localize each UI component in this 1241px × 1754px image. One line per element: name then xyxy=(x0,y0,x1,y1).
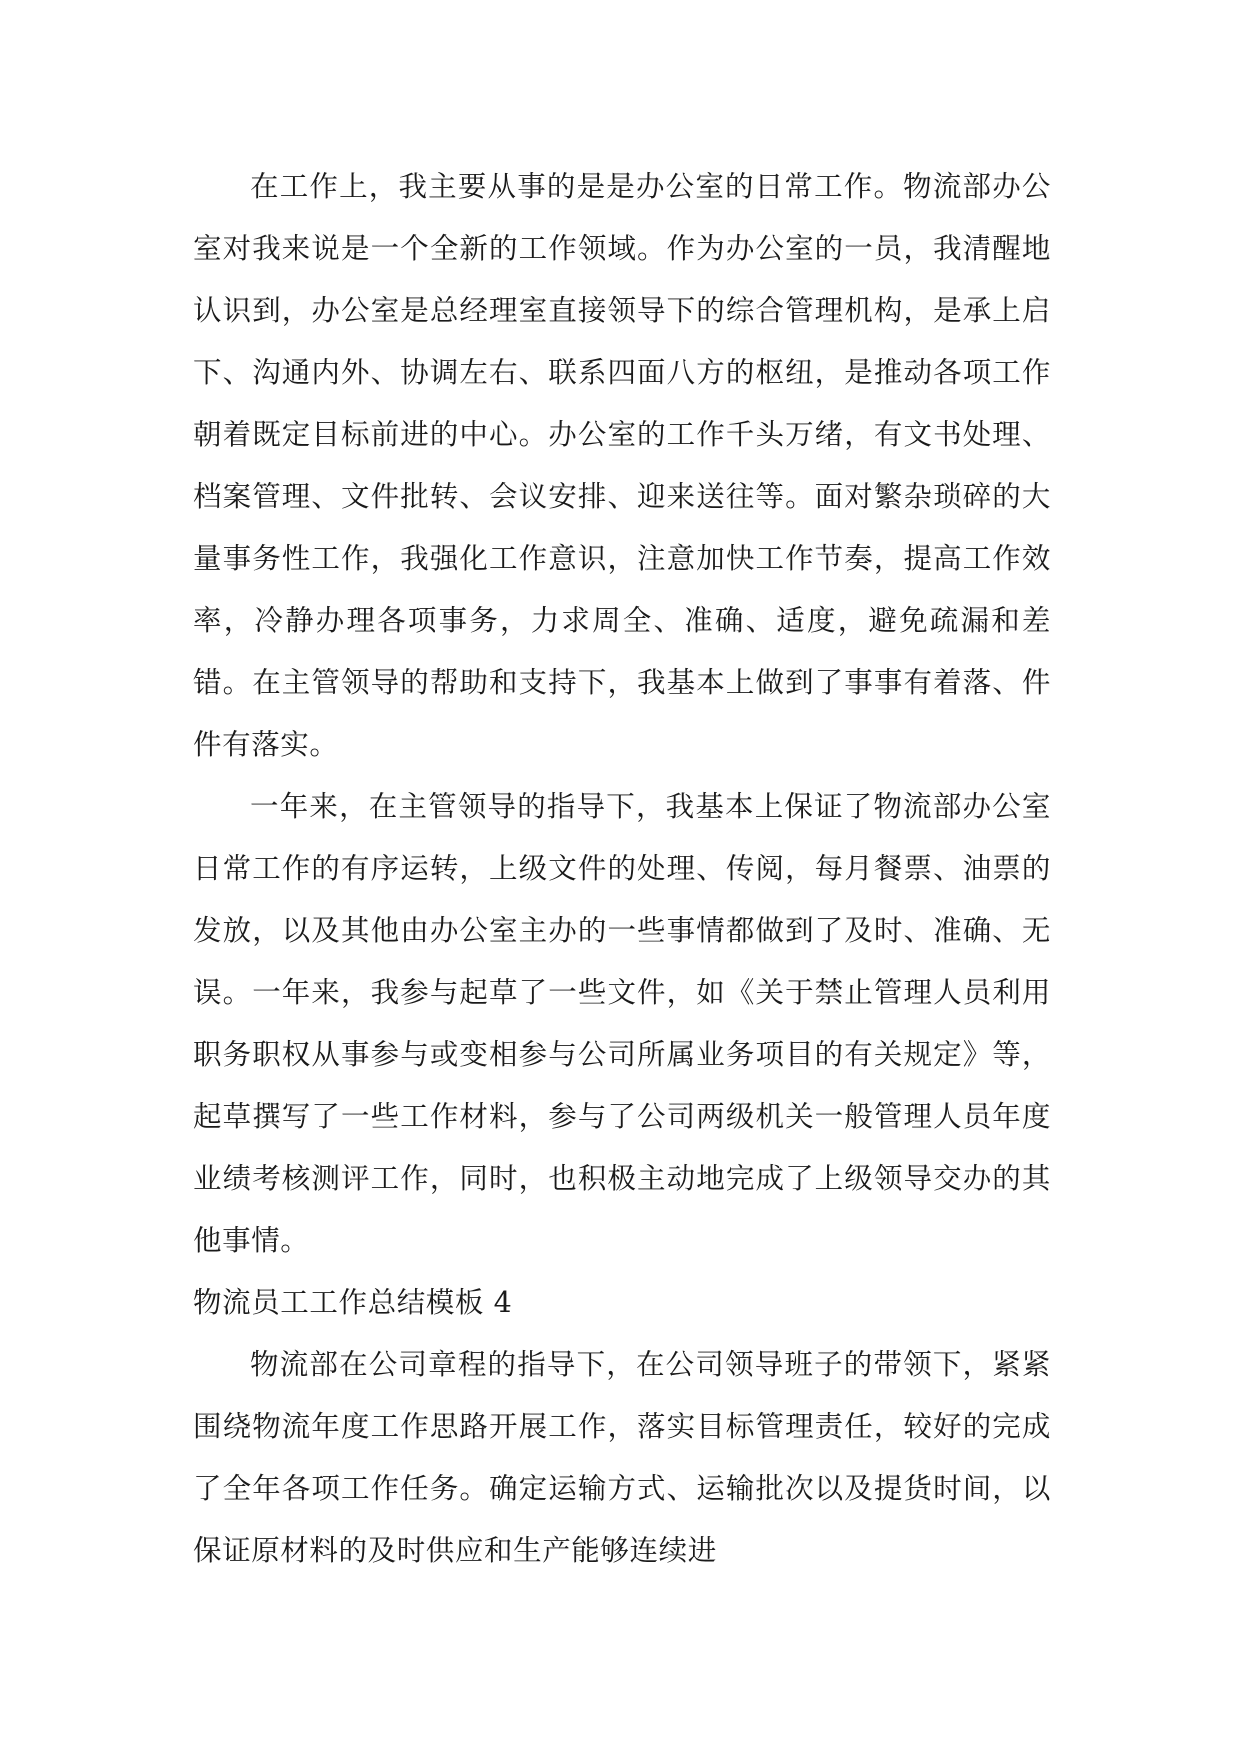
section-heading: 物流员工工作总结模板 4 xyxy=(193,1286,513,1319)
paragraph-year-review: 一年来，在主管领导的指导下，我基本上保证了物流部办公室日常工作的有序运转，上级文件的处理、传阅，每月餐票、油票的发放，以及其他由办公室主办的一些事情都做到了及时、准确、无误。一年来，我参与起草了一些文件，如《关于禁止管理人员利用职务职权从事参与或变相参与公司所属业务项目的有关规定》等，起草撰写了一些工作材料，参与了公司两级机关一般管理人员年度业绩考核测评工作，同时，也积极主动地完成了上级领导交办的其他事情。 xyxy=(193,790,1051,1257)
document-body xyxy=(193,156,1051,1582)
paragraph-logistics-dept: 物流部在公司章程的指导下，在公司领导班子的带领下，紧紧围绕物流年度工作思路开展工作，落实目标管理责任，较好的完成了全年各项工作任务。确定运输方式、运输批次以及提货时间，以保证原材料的及时供应和生产能够连续进 xyxy=(193,1348,1051,1567)
paragraph-office-work: 在工作上，我主要从事的是是办公室的日常工作。物流部办公室对我来说是一个全新的工作领域。作为办公室的一员，我清醒地认识到，办公室是总经理室直接领导下的综合管理机构，是承上启下、沟通内外、协调左右、联系四面八方的枢纽，是推动各项工作朝着既定目标前进的中心。办公室的工作千头万绪，有文书处理、档案管理、文件批转、会议安排、迎来送往等。面对繁杂琐碎的大量事务性工作，我强化工作意识，注意加快工作节奏，提高工作效率，冷静办理各项事务，力求周全、准确、适度，避免疏漏和差错。在主管领导的帮助和支持下，我基本上做到了事事有着落、件件有落实。 xyxy=(193,170,1051,761)
